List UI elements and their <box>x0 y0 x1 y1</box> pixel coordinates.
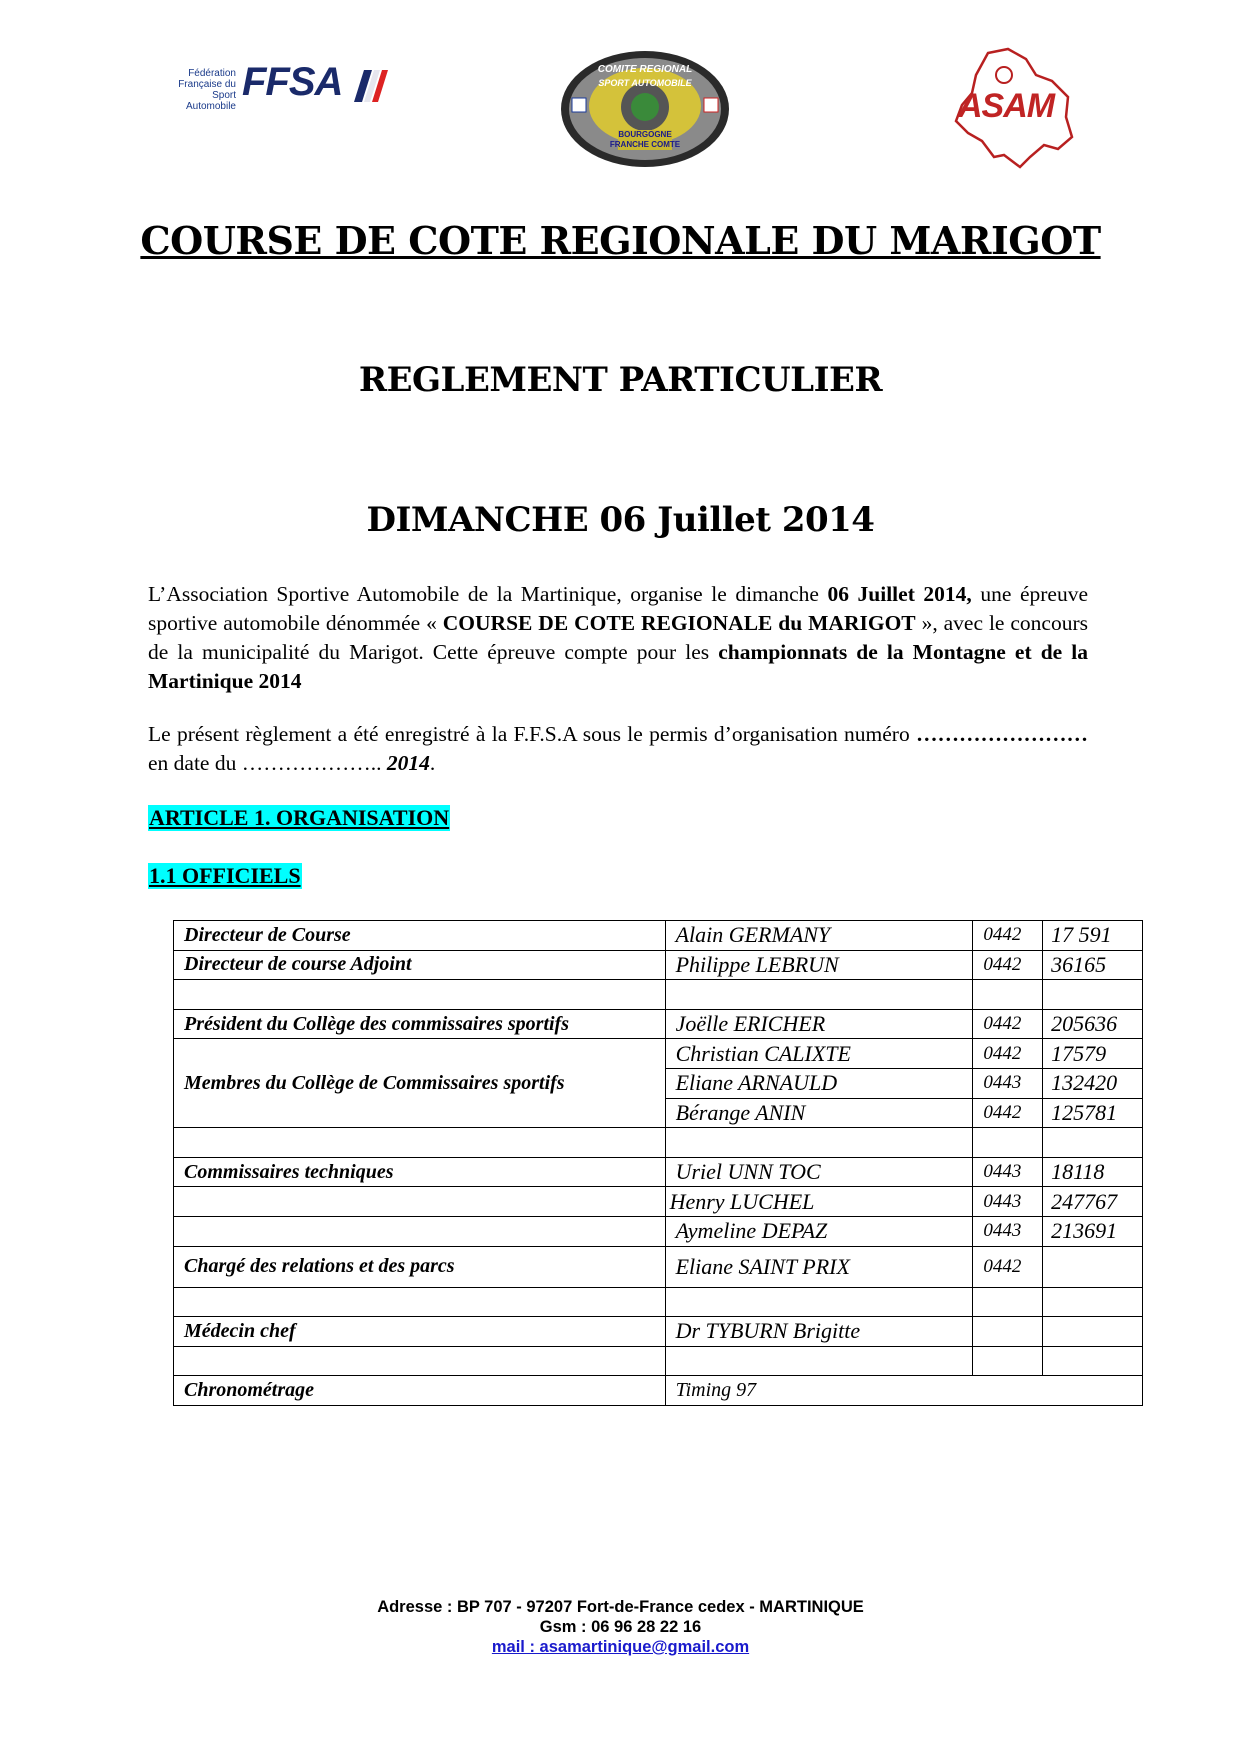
table-row-empty <box>174 1346 1143 1376</box>
table-row-empty <box>174 1287 1143 1317</box>
footer-address: Adresse : BP 707 - 97207 Fort-de-France cedex - MARTINIQUE <box>377 1598 864 1616</box>
table-row <box>174 1187 1143 1217</box>
officials-table <box>173 920 1143 1406</box>
official-code: 0443 <box>973 1068 1043 1098</box>
official-number: 125781 <box>1043 1098 1143 1128</box>
official-code: 0442 <box>973 1009 1043 1039</box>
empty-cell <box>665 1346 973 1376</box>
ffsa-logo <box>160 60 390 120</box>
empty-cell <box>665 1287 973 1317</box>
empty-cell <box>973 1128 1043 1158</box>
official-name: Philippe LEBRUN <box>665 950 973 980</box>
official-role: Membres du Collège de Commissaires sportifs <box>174 1039 666 1128</box>
table-row <box>174 1039 1143 1069</box>
official-name: Alain GERMANY <box>665 921 973 951</box>
permit-text-2: en date du ……………….. <box>148 751 387 775</box>
document-subtitle: REGLEMENT PARTICULIER <box>358 360 883 400</box>
comite-regional-logo-line4: FRANCHE COMTE <box>609 140 681 149</box>
table-row <box>174 950 1143 980</box>
official-name: Uriel UNN TOC <box>665 1157 973 1187</box>
table-row <box>174 1246 1143 1287</box>
article-1-heading: ARTICLE 1. ORGANISATION <box>149 805 450 830</box>
official-role: Chronométrage <box>174 1376 666 1406</box>
official-role: Chargé des relations et des parcs <box>174 1246 666 1287</box>
comite-regional-logo-line1: COMITE REGIONAL <box>597 64 693 75</box>
official-role: Directeur de course Adjoint <box>174 950 666 980</box>
official-code: 0442 <box>973 921 1043 951</box>
ffsa-flag-icon <box>352 68 388 104</box>
empty-cell <box>973 1317 1043 1347</box>
empty-cell <box>1043 1246 1143 1287</box>
official-number: 17579 <box>1043 1039 1143 1069</box>
asam-logo-text: ASAM <box>958 87 1055 125</box>
official-name: Dr TYBURN Brigitte <box>665 1317 973 1347</box>
footer-mail-link[interactable]: mail : asamartinique@gmail.com <box>491 1638 750 1656</box>
empty-cell <box>174 1216 666 1246</box>
empty-cell <box>665 980 973 1010</box>
document-title: COURSE DE COTE REGIONALE DU MARIGOT <box>140 218 1101 263</box>
empty-cell <box>174 1128 666 1158</box>
empty-cell <box>1043 980 1143 1010</box>
official-code: 0442 <box>973 1039 1043 1069</box>
official-role: Commissaires techniques <box>174 1157 666 1187</box>
intro-text-1: L’Association Sportive Automobile de la Martinique, organise le dimanche <box>148 582 828 606</box>
intro-text-3: », avec le concours de la municipalité du Marigot. Cette épreuve compte pour les <box>148 611 1088 664</box>
permit-number-dots: …………………… <box>916 722 1088 746</box>
permit-end: . <box>429 751 436 775</box>
ffsa-logo-text: FFSA <box>242 60 343 104</box>
table-row <box>174 1317 1143 1347</box>
official-code: 0442 <box>973 950 1043 980</box>
footer-gsm: Gsm : 06 96 28 22 16 <box>539 1618 702 1636</box>
asam-logo <box>948 45 1078 170</box>
official-code: 0442 <box>973 1246 1043 1287</box>
official-code: 0443 <box>973 1157 1043 1187</box>
empty-cell <box>973 980 1043 1010</box>
official-name: Timing 97 <box>665 1376 1142 1406</box>
empty-cell <box>1043 1317 1143 1347</box>
table-row-empty <box>174 1128 1143 1158</box>
intro-event-name: COURSE DE COTE REGIONALE du MARIGOT <box>442 611 916 635</box>
empty-cell <box>665 1128 973 1158</box>
officiels-heading: 1.1 OFFICIELS <box>149 863 301 888</box>
empty-cell <box>174 1346 666 1376</box>
intro-championships: championnats de la Montagne et de la Martinique 2014 <box>148 640 1088 693</box>
table-row <box>174 921 1143 951</box>
official-name: Christian CALIXTE <box>665 1039 973 1069</box>
official-number: 213691 <box>1043 1216 1143 1246</box>
official-name: Henry LUCHEL <box>665 1187 973 1217</box>
empty-cell <box>1043 1346 1143 1376</box>
comite-regional-logo-line2: SPORT AUTOMOBILE <box>598 78 692 88</box>
table-row-empty <box>174 980 1143 1010</box>
empty-cell <box>1043 1287 1143 1317</box>
official-number: 205636 <box>1043 1009 1143 1039</box>
table-row <box>174 1157 1143 1187</box>
permit-text-1: Le présent règlement a été enregistré à la F.F.S.A sous le permis d’organisation numéro <box>148 722 916 746</box>
empty-cell <box>1043 1128 1143 1158</box>
comite-regional-logo <box>560 50 730 168</box>
official-number: 36165 <box>1043 950 1143 980</box>
empty-cell <box>174 1187 666 1217</box>
official-number: 17 591 <box>1043 921 1143 951</box>
table-row <box>174 1216 1143 1246</box>
official-name: Eliane SAINT PRIX <box>665 1246 973 1287</box>
official-number: 247767 <box>1043 1187 1143 1217</box>
permit-paragraph <box>148 720 1088 778</box>
official-role: Médecin chef <box>174 1317 666 1347</box>
official-name: Aymeline DEPAZ <box>665 1216 973 1246</box>
official-code: 0443 <box>973 1216 1043 1246</box>
table-row <box>174 1376 1143 1406</box>
official-code: 0443 <box>973 1187 1043 1217</box>
intro-paragraph <box>148 580 1088 696</box>
empty-cell <box>973 1346 1043 1376</box>
permit-year: 2014 <box>386 751 430 775</box>
table-row <box>174 1009 1143 1039</box>
ffsa-logo-small-text: Fédération Française du Sport Automobile <box>178 68 236 112</box>
document-date: DIMANCHE 06 Juillet 2014 <box>366 500 875 540</box>
official-name: Joëlle ERICHER <box>665 1009 973 1039</box>
official-role: Président du Collège des commissaires sportifs <box>174 1009 666 1039</box>
intro-date: 06 Juillet 2014, <box>827 582 972 606</box>
official-role: Directeur de Course <box>174 921 666 951</box>
empty-cell <box>174 1287 666 1317</box>
official-name: Eliane ARNAULD <box>665 1068 973 1098</box>
official-number: 18118 <box>1043 1157 1143 1187</box>
intro-text-2: une épreuve sportive automobile dénommée « <box>148 582 1088 635</box>
official-number: 132420 <box>1043 1068 1143 1098</box>
empty-cell <box>174 980 666 1010</box>
comite-regional-logo-line3: BOURGOGNE <box>618 130 672 139</box>
official-code: 0442 <box>973 1098 1043 1128</box>
official-name: Bérange ANIN <box>665 1098 973 1128</box>
empty-cell <box>973 1287 1043 1317</box>
